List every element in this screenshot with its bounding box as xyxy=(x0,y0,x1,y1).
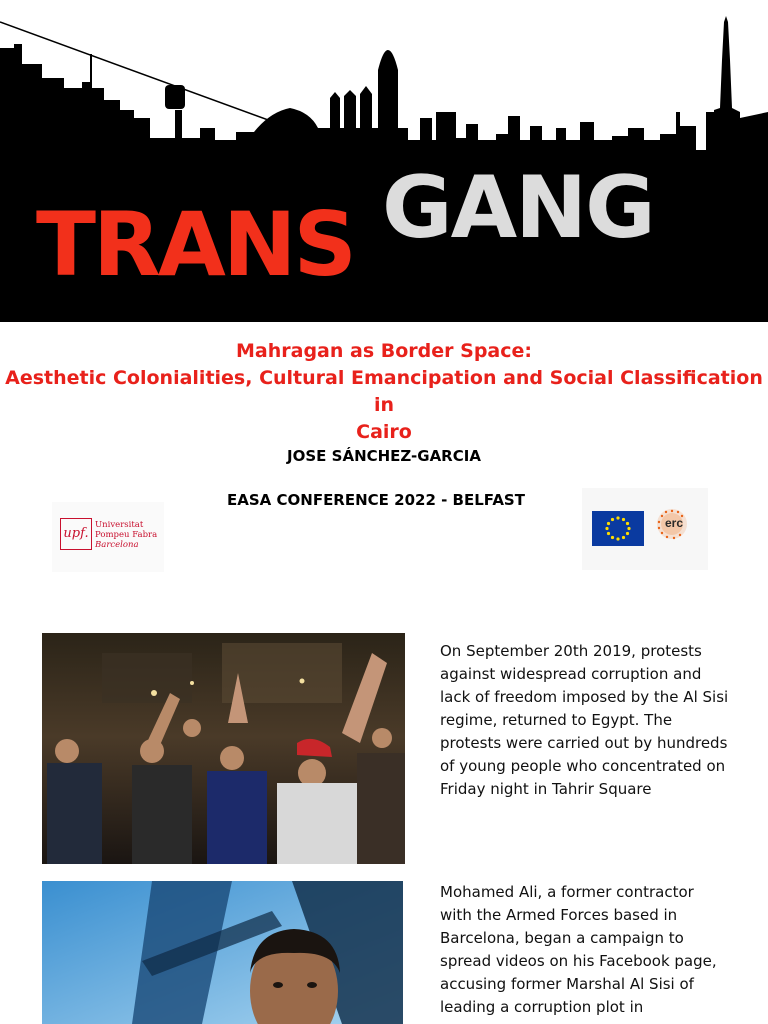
document-title xyxy=(0,338,768,446)
eu-flag-icon xyxy=(592,511,644,546)
title-line-1: Mahragan as Border Space: xyxy=(236,340,532,362)
upf-mark: upf. xyxy=(60,518,92,550)
erc-text: erc xyxy=(665,516,684,530)
erc-logo-icon xyxy=(652,506,702,556)
eu-erc-logos xyxy=(582,488,708,570)
title-line-2: Aesthetic Colonialities, Cultural Emancipation and Social Classification in xyxy=(5,367,763,416)
upf-logo xyxy=(52,502,164,572)
paragraph-1: On September 20th 2019, protests against widespread corruption and lack of freedom imposed by the Al Sisi regime, returned to Egypt. The protests were carried out by hundreds of young people who concentrated on Friday night in Tahrir Square xyxy=(440,642,729,798)
logo-gang: GANG xyxy=(382,158,654,258)
upf-name-line-2: Pompeu Fabra xyxy=(95,530,158,540)
conference-name: EASA CONFERENCE 2022 - BELFAST xyxy=(227,491,525,509)
cable-car-icon xyxy=(165,85,185,109)
paragraph-2: Mohamed Ali, a former contractor with the Armed Forces based in Barcelona, began a campaign to spread videos on his Facebook page, accusing former Marshal Al Sisi of leading a corruption plot in xyxy=(440,883,717,1016)
upf-name-line-3: Barcelona xyxy=(95,540,139,550)
upf-name xyxy=(95,520,157,550)
title-line-3: Cairo xyxy=(356,421,412,443)
logo-trans: TRANS xyxy=(36,193,354,296)
mohamed-ali-photo xyxy=(42,881,403,1024)
protest-photo xyxy=(42,633,405,864)
upf-name-line-1: Universitat xyxy=(95,520,144,530)
author-name: JOSE SÁNCHEZ-GARCIA xyxy=(287,447,481,465)
